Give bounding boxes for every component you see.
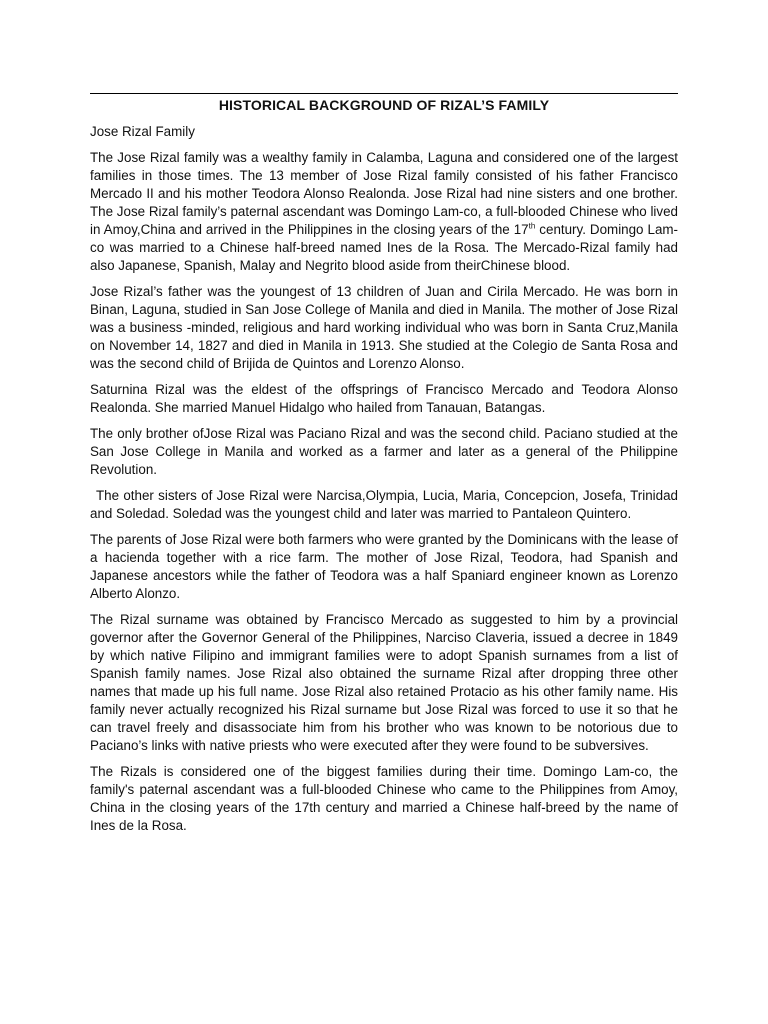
paragraph-paciano: The only brother ofJose Rizal was Paciano Rizal and was the second child. Paciano studied at the San Jose College in Manila and worked as a farmer and later as a general of the Philippine Revolution. <box>90 426 678 477</box>
paragraph-parents: Jose Rizal’s father was the youngest of 13 children of Juan and Cirila Mercado. He was born in Binan, Laguna, studied in San Jose College of Manila and died in Manila. The mother of Jose Rizal was a business -minded, religious and hard working individual who was born in Santa Cruz,Manila on November 14, 1827 and died in Manila in 1913. She studied at the Colegio de Santa Rosa and was the second child of Brijida de Quintos and Lorenzo Alonso. <box>90 284 678 371</box>
paragraph-sisters: The other sisters of Jose Rizal were Narcisa,Olympia, Lucia, Maria, Concepcion, Josefa, Trinidad and Soledad. Soledad was the youngest child and later was married to Pantaleon Quintero. <box>90 488 678 521</box>
paragraph-text: The Jose Rizal family was a wealthy family in Calamba, Laguna and considered one of the largest families in those times. The 13 member of Jose Rizal family consisted of his father Francisco Mercado II and his mother Teodora Alonso Realonda. Jose Rizal had nine sisters and one brother. The Jose Rizal family’s paternal ascendant was Domingo Lam-co, a full-blooded Chinese who lived in Amoy,China and arrived in the Philippines in the closing years of the 17 <box>90 150 678 237</box>
superscript-ordinal: th <box>528 221 536 231</box>
top-rule <box>90 93 678 94</box>
paragraph-saturnina: Saturnina Rizal was the eldest of the offsprings of Francisco Mercado and Teodora Alonso Realonda. She married Manuel Hidalgo who hailed from Tanauan, Batangas. <box>90 382 678 415</box>
paragraph-surname: The Rizal surname was obtained by Francisco Mercado as suggested to him by a provincial governor after the Governor General of the Philippines, Narciso Claveria, issued a decree in 1849 by which native Filipino and immigrant families were to adopt Spanish surnames from a list of Spanish family names. Jose Rizal also obtained the surname Rizal after dropping three other names that made up his full name. Jose Rizal also retained Protacio as his other family name. His family never actually recognized his Rizal surname but Jose Rizal was forced to use it so that he can travel freely and disassociate him from his brother who was known to be notorious due to Paciano’s links with native priests who were executed after they were found to be subversives. <box>90 612 678 753</box>
section-heading: Jose Rizal Family <box>90 124 195 139</box>
paragraph-text: century. Domingo Lam-co was married to a Chinese half-breed named Ines de la Rosa. The Mercado-Rizal family had also Japanese, Spanish, Malay and Negrito blood aside from theirChinese blood. <box>90 222 678 273</box>
paragraph-hacienda: The parents of Jose Rizal were both farmers who were granted by the Dominicans with the lease of a hacienda together with a rice farm. The mother of Jose Rizal, Teodora, had Spanish and Japanese ancestors while the father of Teodora was a half Spaniard engineer known as Lorenzo Alberto Alonzo. <box>90 532 678 601</box>
paragraph-family-overview <box>90 149 678 275</box>
document-title: HISTORICAL BACKGROUND OF RIZAL’S FAMILY <box>218 97 550 113</box>
document-page <box>90 93 678 843</box>
paragraph-biggest-families: The Rizals is considered one of the biggest families during their time. Domingo Lam-co, the family's paternal ascendant was a full-blooded Chinese who came to the Philippines from Amoy, China in the closing years of the 17th century and married a Chinese half-breed by the name of Ines de la Rosa. <box>90 764 678 833</box>
